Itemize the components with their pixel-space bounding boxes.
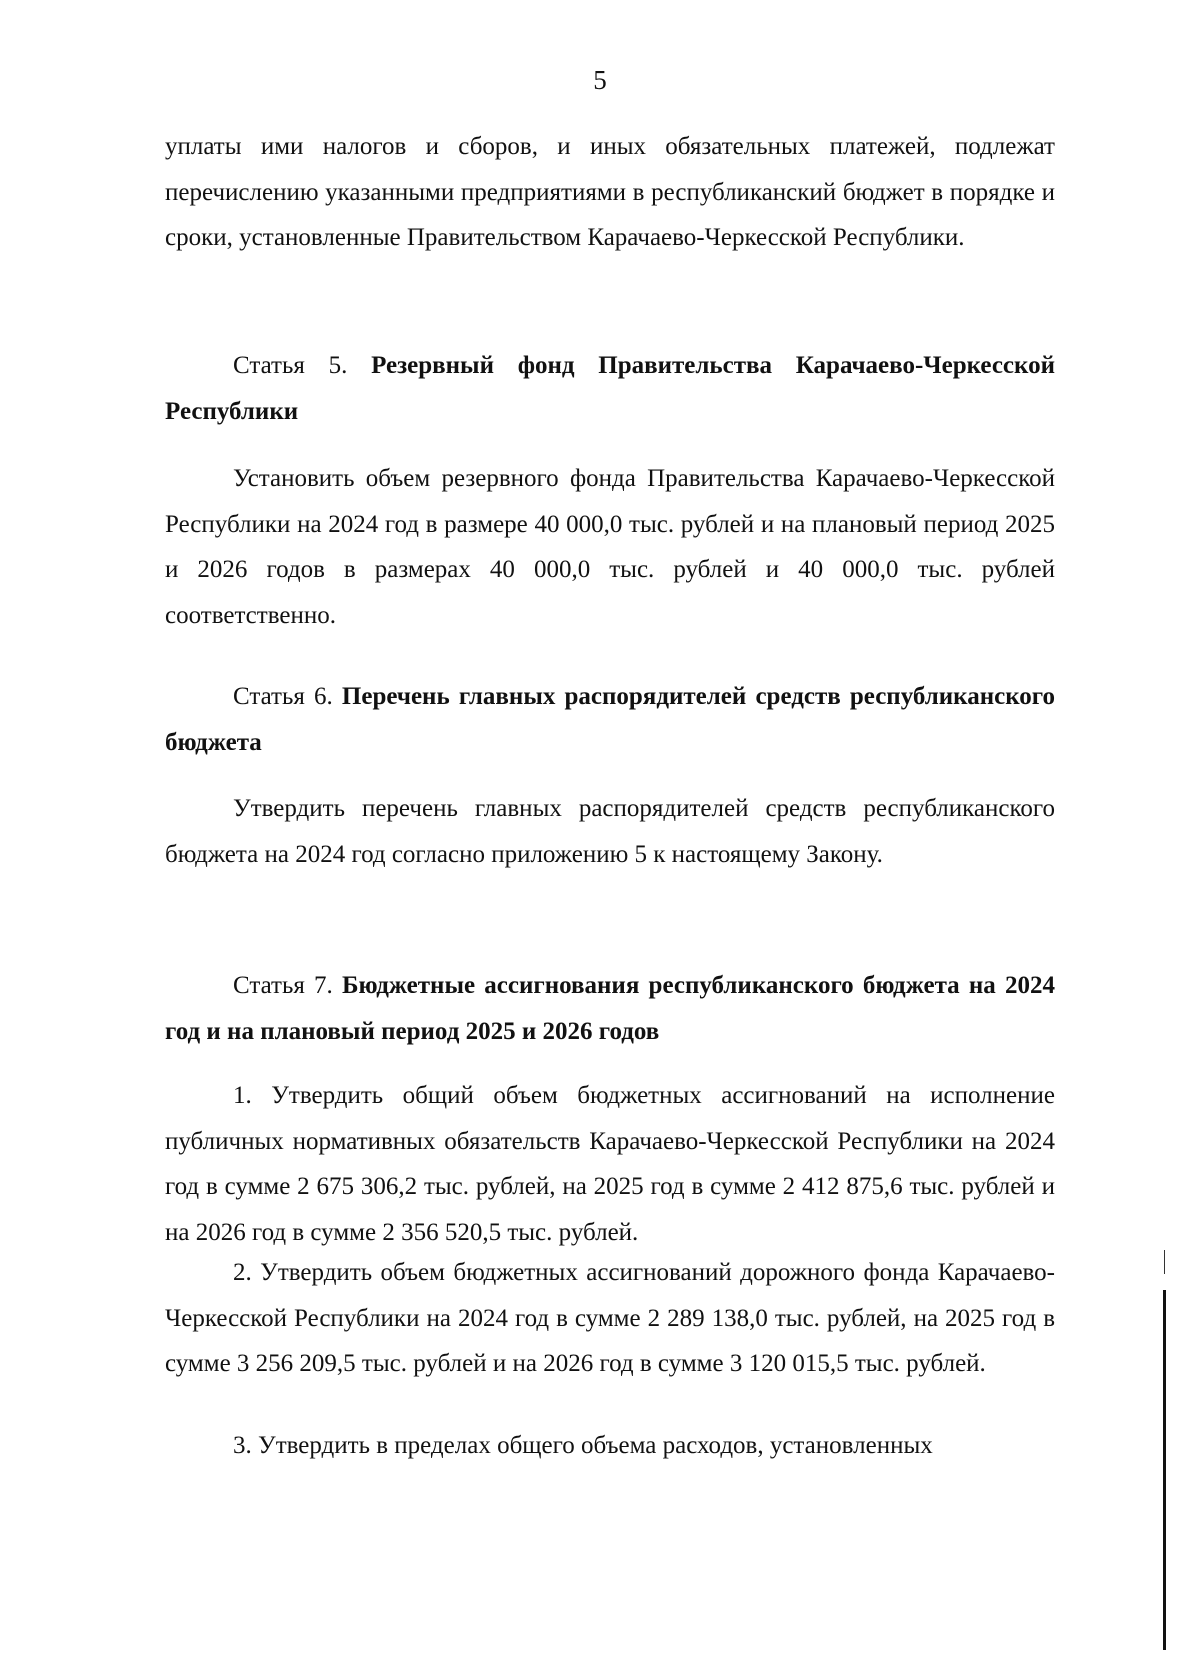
article-heading [165,963,1055,1054]
article-title: Резервный фонд Правительства Карачаево-Черкесской Республики [165,352,1055,425]
article-title: Бюджетные ассигнования республиканского бюджета на 2024 год и на плановый период 2025 и 2026 годов [165,972,1056,1045]
continuation-paragraph: уплаты ими налогов и сборов, и иных обязательных платежей, подлежат перечислению указанными предприятиями в республиканский бюджет в порядке и сроки, установленные Правительством Карачаево-Черкесской Республики. [165,133,1055,251]
scan-margin-mark [1164,1250,1165,1274]
article-5-heading [165,343,1055,434]
article-7-item-1 [165,1073,1055,1255]
article-7-paragraph: 2. Утвердить объем бюджетных ассигнований дорожного фонда Карачаево-Черкесской Республики на 2024 год в сумме 2 289 138,0 тыс. рублей, на 2025 год в сумме 3 256 209,5 тыс. рублей и на 2026 год в сумме 3 120 015,5 тыс. рублей. [165,1259,1055,1377]
page-number: 5 [593,65,607,95]
article-7-heading [165,963,1055,1054]
article-7-item-2 [165,1250,1055,1387]
scan-margin-line [1163,1290,1166,1650]
article-6-body [165,786,1055,877]
continuation-block [165,124,1055,261]
article-7-item-3 [165,1423,1055,1469]
article-7-paragraph: 1. Утвердить общий объем бюджетных ассигнований на исполнение публичных нормативных обязательств Карачаево-Черкесской Республики на 2024 год в сумме 2 675 306,2 тыс. рублей, на 2025 год в сумме 2 412 875,6 тыс. рублей и на 2026 год в сумме 2 356 520,5 тыс. рублей. [165,1082,1055,1246]
article-heading [165,674,1055,765]
article-7-paragraph: 3. Утвердить в пределах общего объема расходов, установленных [233,1432,933,1459]
article-6-heading [165,674,1055,765]
article-heading [165,343,1055,434]
article-label: Статья 5. [233,352,348,379]
article-6-paragraph: Утвердить перечень главных распорядителей средств республиканского бюджета на 2024 год согласно приложению 5 к настоящему Закону. [165,795,1055,868]
article-label: Статья 6. [233,683,333,710]
article-5-body [165,456,1055,638]
article-label: Статья 7. [233,972,333,999]
article-5-paragraph: Установить объем резервного фонда Правительства Карачаево-Черкесской Республики на 2024 год в размере 40 000,0 тыс. рублей и на плановый период 2025 и 2026 годов в размерах 40 000,0 тыс. рублей и 40 000,0 тыс. рублей соответственно. [165,465,1055,629]
article-title: Перечень главных распорядителей средств республиканского бюджета [165,683,1056,756]
